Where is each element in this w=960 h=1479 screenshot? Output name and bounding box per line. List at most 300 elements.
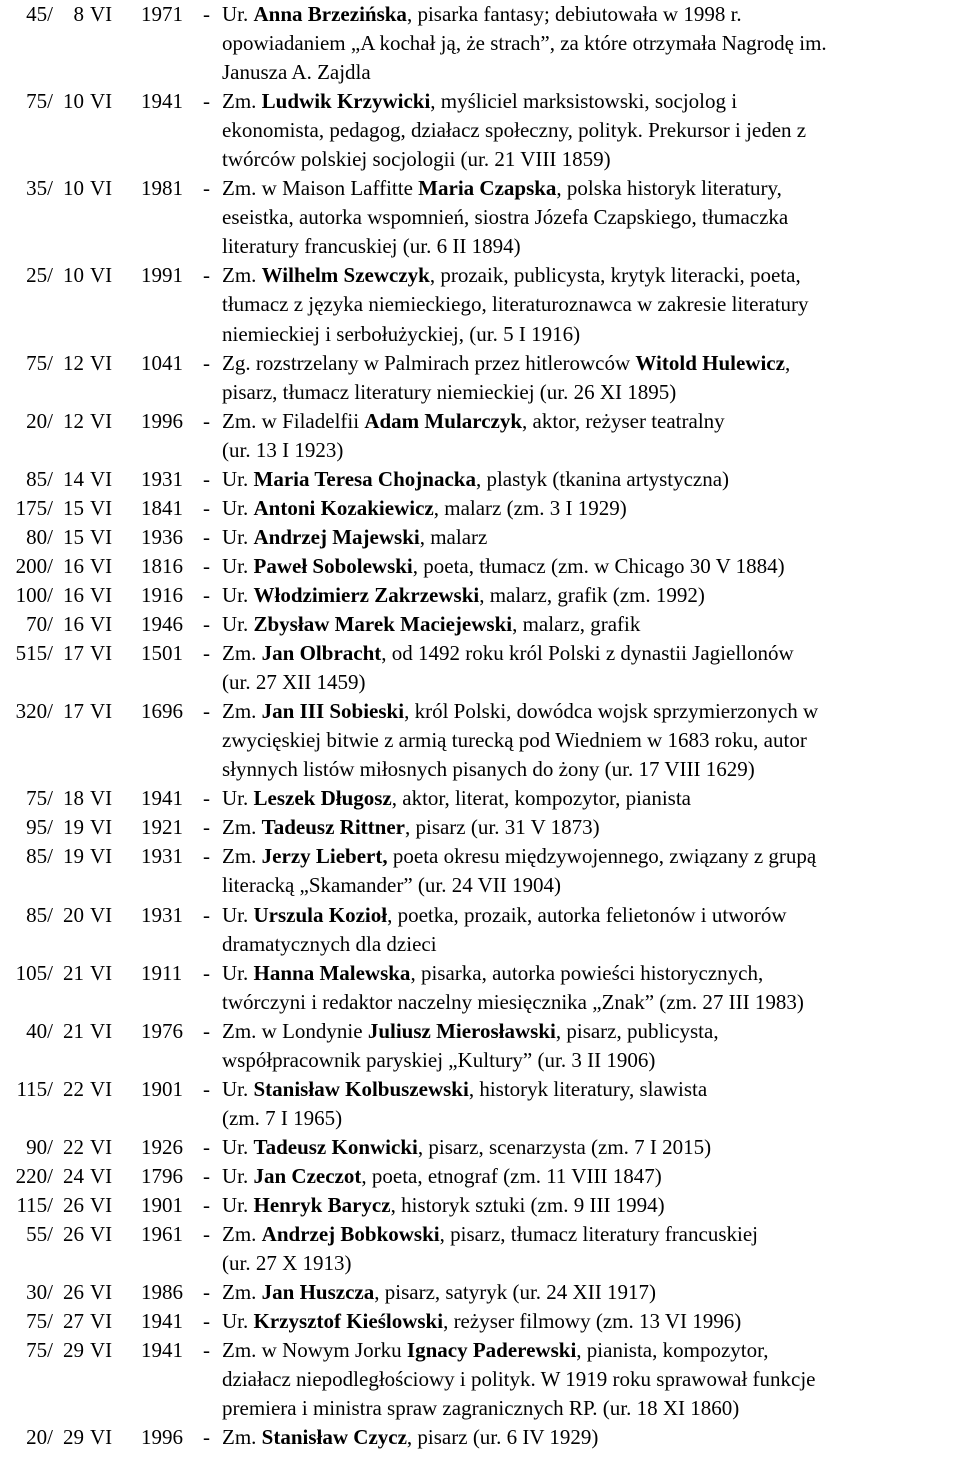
entry-month: VI [90,1425,113,1450]
entry-dash: - [203,641,210,666]
entry-number: 75/ [26,1309,53,1334]
entry-continuation-line [0,1394,960,1423]
entry-first-line [0,581,960,610]
entry-month: VI [90,583,113,607]
person-name: Adam Mularczyk [364,408,523,433]
entry-month: VI [90,786,113,811]
description-text: działacz niepodległościowy i polityk. W 1919 roku sprawował funkcje [222,1367,816,1392]
entry-text [222,1423,598,1452]
entry-month: VI [90,263,113,288]
description-text: , pisarz, satyryk (ur. 24 XII 1917) [374,1280,656,1305]
entry-first-line [0,1191,960,1220]
entry-text [222,988,804,1017]
entry-dash: - [203,902,210,927]
description-text: Janusza A. Zajdla [222,60,371,85]
entry-number: 75/ [26,89,53,114]
description-text: , król Polski, dowódca wojsk sprzymierzonych w [404,699,819,724]
description-text: Ur. [222,1164,254,1188]
entry-dash: - [203,1309,210,1334]
description-text: , pisarka, autorka powieści historycznych, [410,960,764,985]
entry-dash: - [203,583,210,607]
description-text: zwycięskiej bitwie z armią turecką pod Wiedniem w 1683 roku, autor [222,728,807,753]
entry-text [222,1017,719,1046]
entry-year: 1816 [141,553,183,578]
entry-first-line [0,523,960,552]
description-text: , pisarz, scenarzysta (zm. 7 I 2015) [417,1134,712,1159]
person-name: Henryk Barycz [253,1193,391,1218]
entry-continuation-line [0,1249,960,1278]
entry-day: 24 [63,1164,84,1188]
entry-day: 22 [63,1134,84,1159]
description-text: Zm. [222,815,262,840]
description-text: Ur. [222,2,254,26]
entry-number: 20/ [26,1425,53,1450]
description-text: współpracownik paryskiej „Kultury” (ur. 3 II 1906) [222,1047,656,1072]
description-text: Zm. [222,844,262,869]
description-text: słynnych listów miłosnych pisanych do żony (ur. 17 VIII 1629) [222,757,755,782]
entry-first-line [0,813,960,842]
entry-text [222,232,521,261]
entry-text [222,145,611,174]
entry-text [222,436,343,465]
entry-year: 1946 [141,612,183,637]
description-text: , malarz, grafik (zm. 1992) [479,583,705,607]
description-text: (ur. 27 XII 1459) [222,670,366,695]
person-name: Ludwik Krzywicki [261,89,431,114]
entry-text [222,465,729,494]
entry-first-line [0,1307,960,1336]
entry-continuation-line [0,755,960,784]
entry-number: 200/ [15,553,53,578]
description-text: Ur. [222,1193,254,1218]
entry-day: 26 [63,1222,84,1247]
entry-first-line [0,552,960,581]
entry-first-line [0,784,960,813]
entry-text [222,813,600,842]
entry-year: 1936 [141,524,183,549]
entry-dash: - [203,1164,210,1188]
entry-continuation-line [0,988,960,1017]
entry-text [222,87,737,116]
entry-first-line [0,842,960,871]
entry-first-line [0,959,960,988]
entry-month: VI [90,1222,113,1247]
entry-dash: - [203,960,210,985]
entry-continuation-line [0,1046,960,1075]
entry-dash: - [203,612,210,637]
entry-dash: - [203,699,210,724]
person-name: Urszula Kozioł [253,902,388,927]
entry-number: 75/ [26,1338,53,1363]
entry-day: 22 [63,1076,84,1101]
entry-year: 1501 [141,641,183,666]
entry-day: 29 [63,1338,84,1363]
entry-dash: - [203,2,210,26]
entry-dash: - [203,350,210,375]
description-text: , historyk literatury, slawista [468,1076,708,1101]
entry-month: VI [90,1338,113,1363]
entry-year: 1696 [141,699,183,724]
entry-number: 95/ [26,815,53,840]
entry-dash: - [203,1134,210,1159]
entry-month: VI [90,176,113,201]
entry-text [222,1191,665,1220]
entry-text [222,901,787,930]
entry-dash: - [203,1222,210,1247]
entry-number: 25/ [26,263,53,288]
description-text: (ur. 27 X 1913) [222,1251,352,1276]
description-text: , malarz (zm. 3 I 1929) [433,495,627,520]
description-text: , historyk sztuki (zm. 9 III 1994) [390,1193,665,1218]
entry-text [222,959,763,988]
entry-year: 1996 [141,1425,183,1450]
entry-year: 1916 [141,583,183,607]
entry-month: VI [90,1076,113,1101]
entry-continuation-line [0,726,960,755]
description-text: , pianista, kompozytor, [576,1338,769,1363]
entry-day: 19 [63,815,84,840]
person-name: Jan III Sobieski [261,699,405,724]
person-name: Ignacy Paderewski [406,1338,577,1363]
entry-text [222,523,487,552]
description-text: twórców polskiej socjologii (ur. 21 VIII 1859) [222,147,611,172]
entry-dash: - [203,1338,210,1363]
entry-year: 1941 [141,1309,183,1334]
entry-text [222,1075,707,1104]
description-text: Ur. [222,902,254,927]
entry-day: 16 [63,583,84,607]
entry-month: VI [90,1193,113,1218]
entry-text [222,581,705,610]
entry-day: 27 [63,1309,84,1334]
description-text: , malarz [419,524,488,549]
entry-first-line [0,1220,960,1249]
entry-month: VI [90,2,113,26]
entry-continuation-line [0,203,960,232]
entry-day: 26 [63,1280,84,1305]
entry-dash: - [203,844,210,869]
description-text: , polska historyk literatury, [556,176,782,201]
person-name: Tadeusz Rittner [261,815,405,840]
entry-first-line [0,1017,960,1046]
entry-number: 105/ [15,960,53,985]
description-text: Ur. [222,466,254,491]
description-text: , myśliciel marksistowski, socjolog i [430,89,738,114]
person-name: Maria Czapska [418,176,557,201]
entry-first-line [0,407,960,436]
entry-text [222,407,725,436]
entry-text [222,842,816,871]
entry-dash: - [203,1076,210,1101]
entry-number: 320/ [15,699,53,724]
description-text: , aktor, literat, kompozytor, pianista [391,786,691,811]
entry-first-line [0,87,960,116]
entry-month: VI [90,1280,113,1305]
description-text: Zm. w Nowym Jorku [222,1338,407,1363]
entry-dash: - [203,553,210,578]
description-text: , poetka, prozaik, autorka felietonów i utworów [387,902,787,927]
entry-dash: - [203,1280,210,1305]
description-text: literatury francuskiej (ur. 6 II 1894) [222,234,521,259]
entry-day: 21 [63,1018,84,1043]
entry-continuation-line [0,29,960,58]
entry-dash: - [203,176,210,201]
person-name: Zbysław Marek Maciejewski [253,612,513,637]
entry-text [222,755,755,784]
entry-day: 12 [63,350,84,375]
entry-year: 1931 [141,844,183,869]
entry-first-line [0,1423,960,1452]
person-name: Krzysztof Kieślowski [253,1309,444,1334]
description-text: Ur. [222,1309,254,1334]
entry-number: 40/ [26,1018,53,1043]
entry-day: 14 [63,466,84,491]
entry-text [222,871,561,900]
person-name: Jan Huszcza [261,1280,375,1305]
entry-number: 115/ [16,1076,53,1101]
entry-text [222,639,794,668]
description-text: ekonomista, pedagog, działacz społeczny, polityk. Prekursor i jeden z [222,118,807,143]
entry-year: 1981 [141,176,183,201]
description-text: , od 1492 roku król Polski z dynastii Jagiellonów [381,641,794,666]
description-text: Zm. [222,263,262,288]
entry-text [222,349,790,378]
entry-day: 26 [63,1193,84,1218]
entry-year: 1961 [141,1222,183,1247]
entry-month: VI [90,524,113,549]
entry-number: 220/ [15,1164,53,1188]
entry-continuation-line [0,232,960,261]
description-text: pisarz, tłumacz literatury niemieckiej (ur. 26 XI 1895) [222,379,677,404]
entry-first-line [0,174,960,203]
description-text: Zm. w Londynie [222,1018,368,1043]
entry-text [222,494,627,523]
entry-text [222,1249,352,1278]
description-text: Ur. [222,583,254,607]
description-text: , pisarz, tłumacz literatury francuskiej [439,1222,758,1247]
entry-dash: - [203,1425,210,1450]
entry-text [222,290,809,319]
entry-day: 20 [63,902,84,927]
entry-number: 100/ [15,583,53,607]
entry-number: 20/ [26,408,53,433]
description-text: , prozaik, publicysta, krytyk literacki, poeta, [429,263,801,288]
entry-number: 35/ [26,176,53,201]
entry-day: 17 [63,641,84,666]
entry-first-line [0,1133,960,1162]
entry-year: 1901 [141,1076,183,1101]
description-text: , pisarka fantasy; debiutowała w 1998 r. [406,2,742,26]
entry-first-line [0,1162,960,1191]
entry-first-line [0,901,960,930]
entry-text [222,552,785,581]
description-text: literacką „Skamander” (ur. 24 VII 1904) [222,873,561,898]
description-text: Ur. [222,786,254,811]
person-name: Andrzej Majewski [253,524,420,549]
entry-text [222,261,801,290]
entry-continuation-line [0,145,960,174]
person-name: Juliusz Mierosławski [367,1018,556,1043]
entry-first-line [0,1278,960,1307]
entry-dash: - [203,1193,210,1218]
entry-year: 1976 [141,1018,183,1043]
entry-first-line [0,349,960,378]
entry-day: 21 [63,960,84,985]
description-text: Zm. [222,1222,262,1247]
entry-month: VI [90,1018,113,1043]
entry-day: 29 [63,1425,84,1450]
entry-text [222,116,806,145]
entry-first-line [0,1075,960,1104]
entry-day: 16 [63,612,84,637]
entry-text [222,726,807,755]
description-text: , poeta, tłumacz (zm. w Chicago 30 V 1884) [412,553,785,578]
person-name: Witold Hulewicz [635,350,785,375]
person-name: Wilhelm Szewczyk [261,263,430,288]
entry-day: 8 [73,2,84,26]
entry-continuation-line [0,320,960,349]
entry-year: 1926 [141,1134,183,1159]
description-text: Ur. [222,495,254,520]
entry-number: 80/ [26,524,53,549]
description-text: , aktor, reżyser teatralny [522,408,725,433]
description-text: , [784,350,791,375]
description-text: , pisarz, publicysta, [555,1018,719,1043]
person-name: Hanna Malewska [253,960,411,985]
entry-continuation-line [0,871,960,900]
description-text: premiera i ministra spraw zagranicznych RP. (ur. 18 XI 1860) [222,1396,740,1421]
entry-day: 10 [63,176,84,201]
entry-year: 1796 [141,1164,183,1188]
entry-continuation-line [0,436,960,465]
entry-text [222,320,580,349]
description-text: Ur. [222,1134,254,1159]
entry-day: 18 [63,786,84,811]
entry-first-line [0,465,960,494]
description-text: , pisarz (ur. 6 IV 1929) [406,1425,599,1450]
entry-number: 175/ [15,495,53,520]
entry-number: 90/ [26,1134,53,1159]
entry-continuation-line [0,116,960,145]
entry-dash: - [203,524,210,549]
description-text: twórczyni i redaktor naczelny miesięcznika „Znak” (zm. 27 III 1983) [222,989,804,1014]
description-text: niemieckiej i serbołużyckiej, (ur. 5 I 1916) [222,321,581,346]
entry-text [222,1336,769,1365]
entry-year: 1971 [141,2,183,26]
description-text: poeta okresu międzywojennego, związany z grupą [387,844,817,869]
description-text: , malarz, grafik [512,612,641,637]
description-text: (zm. 7 I 1965) [222,1105,343,1130]
entry-number: 75/ [26,350,53,375]
entry-dash: - [203,786,210,811]
entry-text [222,1394,739,1423]
entry-year: 1941 [141,1338,183,1363]
description-text: Ur. [222,524,254,549]
entry-day: 15 [63,524,84,549]
entry-year: 1931 [141,902,183,927]
entry-text [222,174,782,203]
entry-year: 1931 [141,466,183,491]
entry-month: VI [90,89,113,114]
entry-text [222,697,818,726]
entry-dash: - [203,466,210,491]
entry-year: 1996 [141,408,183,433]
entry-number: 75/ [26,786,53,811]
entry-month: VI [90,466,113,491]
description-text: Zm. w Maison Laffitte [222,176,419,201]
entry-year: 1911 [141,960,183,985]
person-name: Andrzej Bobkowski [261,1222,440,1247]
entry-dash: - [203,495,210,520]
entry-text [222,1133,711,1162]
description-text: Zm. [222,1280,262,1305]
entry-day: 16 [63,553,84,578]
entry-month: VI [90,1134,113,1159]
person-name: Antoni Kozakiewicz [253,495,434,520]
entry-number: 30/ [26,1280,53,1305]
entry-text [222,784,691,813]
description-text: , poeta, etnograf (zm. 11 VIII 1847) [361,1164,662,1188]
entry-text [222,0,742,29]
entry-continuation-line [0,58,960,87]
description-text: dramatycznych dla dzieci [222,931,437,956]
entry-first-line [0,697,960,726]
entry-year: 1841 [141,495,183,520]
entry-number: 85/ [26,844,53,869]
description-text: Zm. [222,641,262,666]
entry-continuation-line [0,290,960,319]
person-name: Jerzy Liebert, [261,844,388,869]
entry-text [222,668,365,697]
entry-year: 1941 [141,89,183,114]
description-text: (ur. 13 I 1923) [222,437,344,462]
description-text: Ur. [222,960,254,985]
description-text: eseistka, autorka wspomnień, siostra Józefa Czapskiego, tłumaczka [222,205,789,230]
entry-day: 12 [63,408,84,433]
entry-first-line [0,610,960,639]
person-name: Jan Olbracht [261,641,382,666]
description-text: tłumacz z języka niemieckiego, literaturoznawca w zakresie literatury [222,292,809,317]
entry-month: VI [90,612,113,637]
entry-dash: - [203,815,210,840]
entry-text [222,1104,342,1133]
entry-number: 85/ [26,902,53,927]
description-text: Ur. [222,1076,254,1101]
description-text: Zg. rozstrzelany w Palmirach przez hitlerowców [222,350,636,375]
entry-month: VI [90,350,113,375]
entry-year: 1986 [141,1280,183,1305]
entry-day: 10 [63,263,84,288]
entry-year: 1991 [141,263,183,288]
description-text: , reżyser filmowy (zm. 13 VI 1996) [443,1309,742,1334]
person-name: Włodzimierz Zakrzewski [253,583,480,607]
description-text: Zm. [222,89,262,114]
entry-year: 1041 [141,350,183,375]
entry-month: VI [90,699,113,724]
entry-continuation-line [0,1104,960,1133]
description-text: Ur. [222,612,254,637]
entry-month: VI [90,1164,113,1188]
description-text: Zm. [222,1425,262,1450]
entry-continuation-line [0,668,960,697]
entry-text [222,1046,655,1075]
entry-month: VI [90,553,113,578]
entry-day: 15 [63,495,84,520]
entry-month: VI [90,815,113,840]
person-name: Anna Brzezińska [253,2,407,26]
entry-first-line [0,639,960,668]
description-text: , plastyk (tkanina artystyczna) [475,466,730,491]
